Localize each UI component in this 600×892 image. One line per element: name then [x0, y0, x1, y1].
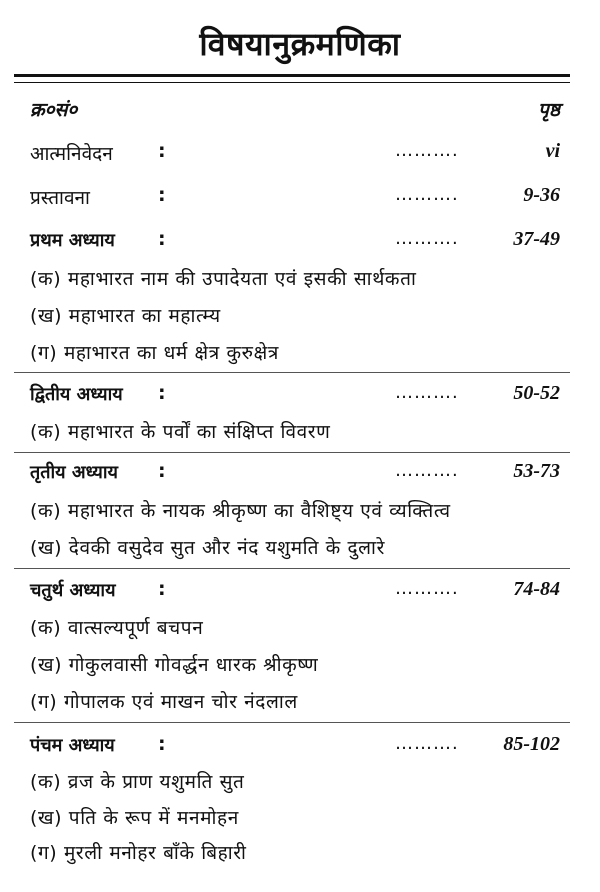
chapter-label: पंचम अध्याय: [30, 735, 115, 756]
chapter-5-item-c: (ग) मुरली मनोहर बाँके बिहारी: [30, 842, 247, 864]
entry-colon: :: [158, 733, 166, 755]
entry-colon: :: [158, 184, 166, 206]
chapter-page-range: 74-84: [513, 578, 560, 600]
chapter-4-item-c: (ग) गोपालक एवं माखन चोर नंदलाल: [30, 691, 298, 713]
chapter-1-item-b: (ख) महाभारत का महात्म्य: [30, 305, 221, 327]
section-divider: [14, 452, 570, 453]
toc-chapter-5: [0, 733, 600, 763]
leader-dots: ……….: [395, 184, 459, 205]
entry-page-number: vi: [545, 140, 560, 162]
toc-chapter-4: [0, 578, 600, 608]
chapter-5-item-b: (ख) पति के रूप में मनमोहन: [30, 807, 239, 829]
toc-entry-preface: [0, 184, 600, 214]
toc-chapter-1: [0, 228, 600, 258]
chapter-1-item-c: (ग) महाभारत का धर्म क्षेत्र कुरुक्षेत्र: [30, 342, 279, 364]
chapter-label: तृतीय अध्याय: [30, 462, 118, 483]
leader-dots: ……….: [395, 228, 459, 249]
section-divider: [14, 372, 570, 373]
chapter-label: चतुर्थ अध्याय: [30, 580, 116, 601]
serial-number-header: क्र०सं०: [30, 99, 78, 121]
leader-dots: ……….: [395, 578, 459, 599]
section-divider: [14, 568, 570, 569]
page-title: विषयानुक्रमणिका: [199, 25, 401, 63]
toc-entry-self-statement: [0, 140, 600, 170]
entry-colon: :: [158, 578, 166, 600]
chapter-page-range: 37-49: [513, 228, 560, 250]
chapter-3-item-a: (क) महाभारत के नायक श्रीकृष्ण का वैशिष्ट्य एवं व्यक्तित्व: [30, 500, 451, 522]
leader-dots: ……….: [395, 460, 459, 481]
chapter-page-range: 50-52: [513, 382, 560, 404]
chapter-1-item-a: (क) महाभारत नाम की उपादेयता एवं इसकी सार्थकता: [30, 268, 417, 290]
leader-dots: ……….: [395, 733, 459, 754]
toc-chapter-2: [0, 382, 600, 412]
chapter-4-item-a: (क) वात्सल्यपूर्ण बचपन: [30, 617, 204, 639]
chapter-label: द्वितीय अध्याय: [30, 384, 123, 405]
toc-chapter-3: [0, 460, 600, 490]
chapter-page-range: 85-102: [503, 733, 560, 755]
chapter-2-item-a: (क) महाभारत के पर्वों का संक्षिप्त विवरण: [30, 421, 331, 443]
entry-colon: :: [158, 228, 166, 250]
entry-colon: :: [158, 460, 166, 482]
title-rule-thick: [14, 74, 570, 77]
title-rule-thin: [14, 82, 570, 83]
entry-label: प्रस्तावना: [30, 187, 90, 209]
page-number-header: पृष्ठ: [538, 99, 560, 121]
chapter-label: प्रथम अध्याय: [30, 230, 115, 251]
entry-label: आत्मनिवेदन: [30, 143, 113, 165]
entry-colon: :: [158, 382, 166, 404]
chapter-4-item-b: (ख) गोकुलवासी गोवर्द्धन धारक श्रीकृष्ण: [30, 654, 319, 676]
leader-dots: ……….: [395, 382, 459, 403]
entry-colon: :: [158, 140, 166, 162]
leader-dots: ……….: [395, 140, 459, 161]
entry-page-number: 9-36: [523, 184, 560, 206]
section-divider: [14, 722, 570, 723]
chapter-page-range: 53-73: [513, 460, 560, 482]
chapter-3-item-b: (ख) देवकी वसुदेव सुत और नंद यशुमति के दुलारे: [30, 537, 385, 559]
chapter-5-item-a: (क) व्रज के प्राण यशुमति सुत: [30, 771, 245, 793]
